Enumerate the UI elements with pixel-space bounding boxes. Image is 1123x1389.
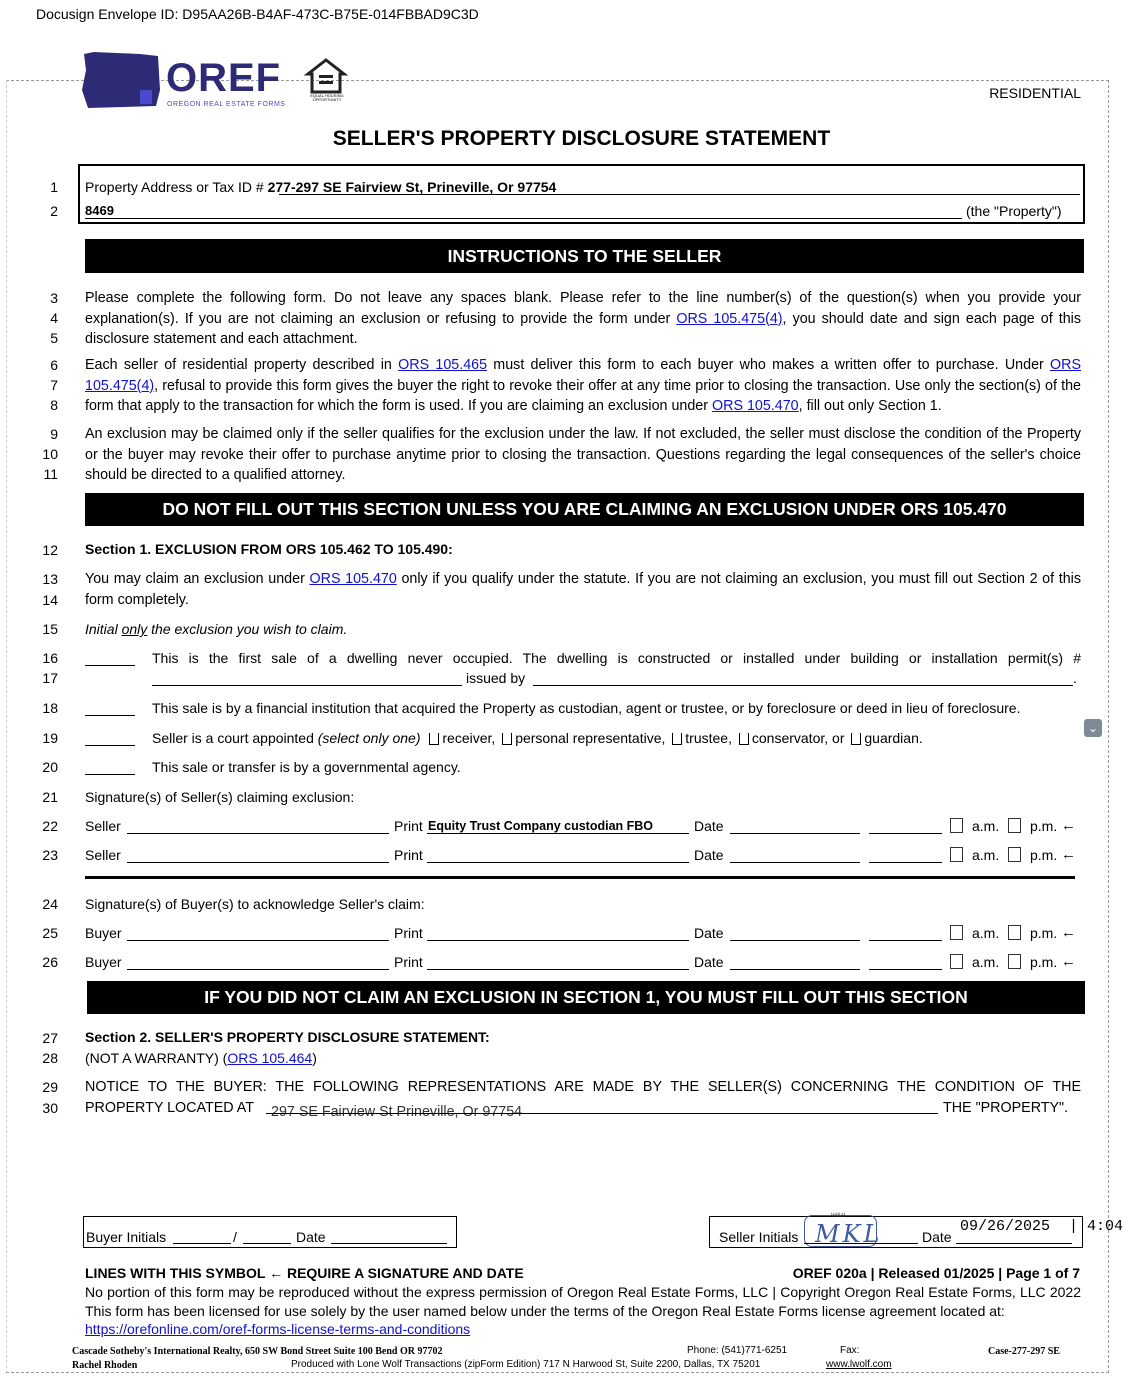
line-number: 16	[42, 650, 58, 666]
page-border-left	[6, 80, 7, 1373]
property-located-value[interactable]: 297 SE Fairview St Prineville, Or 97754	[271, 1104, 523, 1120]
pm-checkbox[interactable]	[1008, 954, 1021, 969]
seller-date-underline	[956, 1243, 1072, 1244]
date-label: Date	[694, 847, 724, 863]
buyer-signature-field[interactable]	[127, 969, 389, 970]
checkbox[interactable]	[502, 733, 512, 745]
initial-field[interactable]	[85, 745, 135, 746]
seller-initials-underline	[804, 1243, 918, 1244]
seller-label: Seller	[85, 818, 121, 834]
ors-link[interactable]: ORS 105.470	[712, 398, 799, 414]
print-label: Print	[394, 847, 423, 863]
left-arrow-icon: ←	[1061, 817, 1076, 834]
option-label: guardian.	[864, 730, 923, 746]
seller-initials-label: Seller Initials	[719, 1229, 799, 1245]
time-field[interactable]	[869, 833, 942, 834]
seller-label: Seller	[85, 847, 121, 863]
case-id: Case-277-297 SE	[988, 1346, 1060, 1357]
date-field[interactable]	[730, 833, 860, 834]
form-type: RESIDENTIAL	[989, 85, 1081, 101]
ors-link[interactable]: ORS 105.465	[398, 357, 488, 373]
option-label: personal representative,	[515, 730, 666, 746]
pm-checkbox[interactable]	[1008, 818, 1021, 833]
logo-subtitle: OREGON REAL ESTATE FORMS	[167, 101, 286, 108]
para-text: You may claim an exclusion under	[85, 571, 310, 587]
line-number: 26	[42, 954, 58, 970]
not-warranty	[85, 1050, 317, 1066]
brokerage-info: Cascade Sotheby's International Realty, 650 SW Bond Street Suite 100 Bend OR 97702	[72, 1346, 443, 1357]
page-border-bottom	[6, 1372, 1109, 1373]
option-label: conservator, or	[751, 730, 845, 746]
line-number: 13	[42, 571, 58, 587]
line-number: 28	[42, 1050, 58, 1066]
para-text: , refusal to provide this form gives the buyer the right to revoke their offer at any time prior to closing the transaction. Use only the section(s) of the form that apply to the transaction for which the form is used. If you are claiming an exclusion under	[85, 377, 1081, 414]
instructions-para-1	[85, 288, 1081, 350]
buyer-label: Buyer	[85, 925, 122, 941]
para-text: , fill out only Section 1.	[798, 398, 942, 414]
am-checkbox[interactable]	[950, 925, 963, 940]
eho-text: EQUAL HOUSING OPPORTUNITY	[310, 93, 344, 102]
date-label: Date	[694, 954, 724, 970]
buyer-label: Buyer	[85, 954, 122, 970]
pm-label: p.m.	[1030, 925, 1058, 941]
equal-housing-icon	[308, 60, 344, 92]
time-separator: |	[1069, 1218, 1079, 1235]
property-located-label: PROPERTY LOCATED AT	[85, 1100, 254, 1116]
print-name-field[interactable]	[427, 969, 689, 970]
time-field[interactable]	[869, 862, 942, 863]
fax: Fax:	[840, 1345, 860, 1356]
buyer-signature-field[interactable]	[127, 940, 389, 941]
phone: Phone: (541)771-6251	[687, 1345, 788, 1356]
para-text: (select only one)	[317, 730, 421, 746]
symbol-note: LINES WITH THIS SYMBOL ← REQUIRE A SIGNATURE AND DATE	[85, 1265, 524, 1281]
option-label: receiver,	[442, 730, 496, 746]
para-text: , you should date and sign each page of this disclosure statement and each attachment.	[85, 310, 1081, 347]
line-number: 17	[42, 670, 58, 686]
time-field[interactable]	[869, 940, 942, 941]
print-name-value: Equity Trust Company custodian FBO	[428, 819, 654, 833]
ors-link[interactable]: ORS 105.475(4)	[676, 310, 783, 327]
line-number: 12	[42, 542, 58, 558]
date-field[interactable]	[730, 969, 860, 970]
exclusion-option-2: This sale is by a financial institution that acquired the Property as custodian, agent or trustee, or by foreclosure or deed in lieu of foreclosure.	[152, 700, 1021, 716]
print-label: Print	[394, 818, 423, 834]
buyer-notice: NOTICE TO THE BUYER: THE FOLLOWING REPRESENTATIONS ARE MADE BY THE SELLER(S) CONCERNING THE CONDITION OF THE	[85, 1079, 1081, 1095]
line-number: 22	[42, 818, 58, 834]
chevron-down-icon[interactable]: ⌄	[1084, 719, 1102, 737]
date-field[interactable]	[730, 940, 860, 941]
lwolf-link[interactable]: www.lwolf.com	[826, 1359, 892, 1370]
seller-signature-field[interactable]	[127, 833, 389, 834]
checkbox[interactable]	[851, 733, 861, 745]
exclusion-option-1: This is the first sale of a dwelling never occupied. The dwelling is constructed or installed under building or installation permit(s) #	[152, 650, 1081, 666]
initial-instruction	[85, 621, 347, 637]
buyer-initials-label: Buyer Initials	[86, 1229, 167, 1245]
property-located-underline	[266, 1113, 938, 1114]
line-number: 29	[42, 1079, 58, 1095]
section1-intro	[85, 569, 1081, 610]
am-checkbox[interactable]	[950, 847, 963, 862]
line-number: 18	[42, 700, 58, 716]
line-number: 6	[50, 357, 58, 373]
para-text: (NOT A WARRANTY) (	[85, 1050, 228, 1066]
line-number: 19	[42, 730, 58, 746]
para-text: must deliver this form to each buyer who makes a written offer to purchase. Under	[487, 357, 1051, 373]
print-name-field[interactable]	[427, 940, 689, 941]
line-number: 3	[50, 290, 58, 306]
buyer-date-label: Date	[296, 1229, 326, 1245]
seller-signatures-label: Signature(s) of Seller(s) claiming exclusion:	[85, 789, 355, 805]
para-text: Each seller of residential property described in	[85, 357, 399, 373]
line-number: 8	[50, 397, 58, 413]
ors-link[interactable]: ORS 105.470	[309, 571, 397, 587]
am-label: a.m.	[972, 847, 1000, 863]
option-label: trustee,	[685, 730, 732, 746]
stamp-caption: Initial	[831, 1213, 846, 1219]
para-text: Please complete the following form. Do not leave any spaces blank. Please refer to the line number(s) of the question(s) when you provide your explanation(s). If you are not claiming an exclusion or refusing to provide the form under	[85, 290, 1081, 327]
checkbox[interactable]	[429, 733, 439, 745]
checkbox[interactable]	[739, 733, 749, 745]
buyer-signatures-label: Signature(s) of Buyer(s) to acknowledge Seller's claim:	[85, 896, 425, 912]
line-number: 30	[42, 1100, 58, 1116]
date-label: Date	[694, 925, 724, 941]
print-label: Print	[394, 925, 423, 941]
line-number: 9	[50, 426, 58, 442]
line-number: 4	[50, 310, 58, 326]
copyright-notice: No portion of this form may be reproduced without the express permission of Oregon Real Estate Forms, LLC | Copyright Oregon Real Estate Forms, LLC 2022 This form has been licensed for use solely by the user named below under the terms of the Oregon Real Estate Forms license agreement located at:	[85, 1284, 1081, 1319]
pm-label: p.m.	[1030, 847, 1058, 863]
line-number: 10	[42, 446, 58, 462]
am-checkbox[interactable]	[950, 954, 963, 969]
line-number: 1	[50, 179, 58, 195]
seller-signature-field[interactable]	[127, 862, 389, 863]
line-number: 14	[42, 592, 58, 608]
seller-time-value: 4:04	[1087, 1218, 1123, 1235]
address-underline	[279, 194, 1080, 195]
para-text: )	[312, 1050, 317, 1066]
buyer-initials-field-1[interactable]	[173, 1243, 231, 1244]
line-number: 15	[42, 621, 58, 637]
logo-text: OREF	[166, 56, 282, 100]
line-number: 20	[42, 759, 58, 775]
print-name-field[interactable]	[427, 833, 689, 834]
ors-link[interactable]: ORS 105.475(4)	[85, 357, 1082, 394]
page-title: SELLER'S PROPERTY DISCLOSURE STATEMENT	[332, 127, 831, 150]
line-number: 25	[42, 925, 58, 941]
slash: /	[233, 1229, 237, 1245]
pm-label: p.m.	[1030, 818, 1058, 834]
pm-checkbox[interactable]	[1008, 925, 1021, 940]
instructions-para-2	[85, 355, 1081, 417]
instructions-para-3: An exclusion may be claimed only if the seller qualifies for the exclusion under the law. If not excluded, the seller must disclose the condition of the Property or the buyer may revoke their offer to purchase anytime prior to closing the transaction. Questions regarding the legal consequences of the seller's choice should be directed to a qualified attorney.	[85, 426, 1081, 483]
address-row-1	[85, 179, 556, 195]
date-label: Date	[694, 818, 724, 834]
address-suffix: (the "Property")	[966, 203, 1062, 219]
issued-by-label: issued by	[466, 670, 526, 686]
address-value-2[interactable]: 8469	[85, 203, 114, 218]
period: .	[1073, 670, 1077, 686]
seller-date-label: Date	[922, 1229, 952, 1245]
line-number: 24	[42, 896, 58, 912]
pm-label: p.m.	[1030, 954, 1058, 970]
exclusion-option-4: This sale or transfer is by a governmental agency.	[152, 759, 461, 775]
section2-header: IF YOU DID NOT CLAIM AN EXCLUSION IN SECTION 1, YOU MUST FILL OUT THIS SECTION	[87, 981, 1085, 1014]
para-text: only if you qualify under the statute. If you are not claiming an exclusion, you must fill out Section 2 of this form completely.	[85, 571, 1081, 608]
time-field[interactable]	[869, 969, 942, 970]
date-field[interactable]	[730, 862, 860, 863]
am-checkbox[interactable]	[950, 818, 963, 833]
initial-field[interactable]	[85, 774, 135, 775]
para-text: Initial	[85, 621, 122, 637]
para-text: only	[121, 621, 148, 637]
line-number: 23	[42, 847, 58, 863]
print-name-field[interactable]	[427, 862, 689, 863]
line-number: 21	[42, 789, 58, 805]
left-arrow-icon: ←	[1061, 846, 1076, 863]
line-number: 27	[42, 1030, 58, 1046]
para-text: Seller is a court appointed	[152, 730, 318, 746]
initial-field[interactable]	[85, 665, 135, 666]
issued-by-field[interactable]	[533, 685, 1073, 686]
agent-name: Rachel Rhoden	[72, 1360, 138, 1371]
line-number: 2	[50, 203, 58, 219]
form-id: OREF 020a | Released 01/2025 | Page 1 of 7	[792, 1265, 1080, 1281]
address-underline	[85, 218, 962, 219]
buyer-initials-field-2[interactable]	[243, 1243, 291, 1244]
seller-initials-value: MKL	[815, 1220, 883, 1248]
pm-checkbox[interactable]	[1008, 847, 1021, 862]
address-value[interactable]: 277-297 SE Fairview St, Prineville, Or 97754	[267, 179, 557, 195]
line-number: 7	[50, 377, 58, 393]
license-link[interactable]: https://orefonline.com/oref-forms-license-terms-and-conditions	[85, 1321, 471, 1337]
buyer-date-field[interactable]	[331, 1243, 447, 1244]
para-text: the exclusion you wish to claim.	[147, 621, 348, 637]
am-label: a.m.	[972, 925, 1000, 941]
address-label: Property Address or Tax ID #	[85, 179, 264, 195]
print-label: Print	[394, 954, 423, 970]
instructions-header: INSTRUCTIONS TO THE SELLER	[85, 239, 1084, 273]
page-border-right	[1108, 80, 1109, 1373]
ors-link[interactable]: ORS 105.464	[227, 1050, 313, 1066]
left-arrow-icon: ←	[1061, 924, 1076, 941]
section2-title: Section 2. SELLER'S PROPERTY DISCLOSURE STATEMENT:	[85, 1029, 490, 1045]
line-number: 5	[50, 330, 58, 346]
exclusion-option-3	[152, 730, 923, 746]
checkbox[interactable]	[672, 733, 682, 745]
am-label: a.m.	[972, 818, 1000, 834]
am-label: a.m.	[972, 954, 1000, 970]
envelope-id: Docusign Envelope ID: D95AA26B-B4AF-473C-B75E-014FBBAD9C3D	[36, 6, 479, 22]
the-property-label: THE "PROPERTY".	[943, 1100, 1069, 1116]
initial-field[interactable]	[85, 715, 135, 716]
divider	[85, 876, 1075, 879]
line-number: 11	[43, 466, 58, 482]
section1-title: Section 1. EXCLUSION FROM ORS 105.462 TO 105.490:	[85, 541, 453, 557]
exclusion-header: DO NOT FILL OUT THIS SECTION UNLESS YOU ARE CLAIMING AN EXCLUSION UNDER ORS 105.470	[85, 493, 1084, 526]
permit-number-field[interactable]	[152, 685, 462, 686]
seller-date-value[interactable]: 09/26/2025	[960, 1218, 1051, 1235]
left-arrow-icon: ←	[1061, 953, 1076, 970]
produced-with: Produced with Lone Wolf Transactions (zipForm Edition) 717 N Harwood St, Suite 2200, Dallas, TX 75201	[291, 1359, 761, 1370]
